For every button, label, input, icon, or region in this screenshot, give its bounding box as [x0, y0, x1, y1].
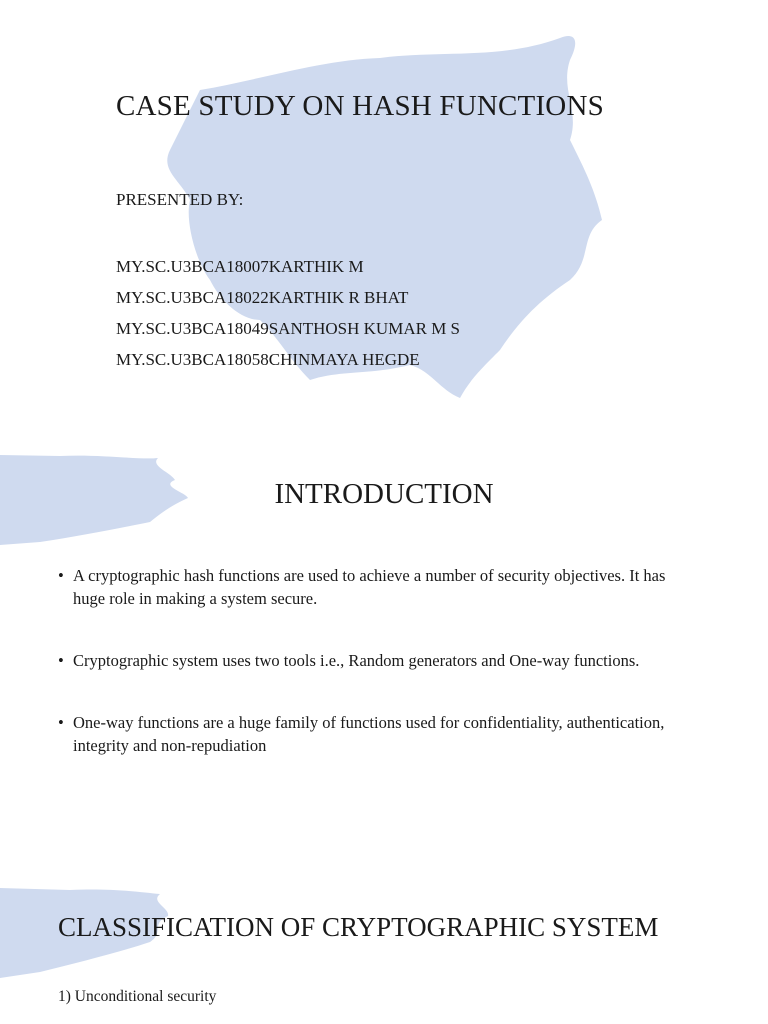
team-member: MY.SC.U3BCA18058CHINMAYA HEGDE: [116, 350, 420, 369]
slide-introduction: [0, 420, 768, 850]
team-member: MY.SC.U3BCA18049SANTHOSH KUMAR M S: [116, 319, 461, 338]
slide-classification: [0, 850, 768, 1024]
bullet-glyph: •: [58, 566, 64, 585]
bullet-text: A cryptographic hash functions are used to achieve a number of security objectives. It has huge role in making a system secure.: [73, 566, 666, 608]
bullet-text: Cryptographic system uses two tools i.e., Random generators and One-way functions.: [73, 651, 640, 670]
section-heading: CLASSIFICATION OF CRYPTOGRAPHIC SYSTEM: [58, 912, 659, 942]
bullet-text: One-way functions are a huge family of functions used for confidentiality, authentication, integrity and non-repudiation: [73, 713, 665, 755]
slide-title: [0, 0, 768, 420]
bullet-list: [58, 564, 698, 796]
team-member: MY.SC.U3BCA18022KARTHIK R BHAT: [116, 288, 409, 307]
bullet-glyph: •: [58, 713, 64, 732]
section-heading: INTRODUCTION: [274, 478, 494, 510]
list-item: 1) Unconditional security: [58, 988, 217, 1005]
bullet-item: [58, 564, 698, 610]
bullet-item: [58, 649, 698, 672]
team-members-list: [116, 251, 460, 375]
bullet-glyph: •: [58, 651, 64, 670]
team-member: MY.SC.U3BCA18007KARTHIK M: [116, 257, 364, 276]
presentation-title: CASE STUDY ON HASH FUNCTIONS: [116, 90, 604, 122]
presented-by-label: PRESENTED BY:: [116, 190, 244, 209]
bullet-item: [58, 711, 698, 757]
